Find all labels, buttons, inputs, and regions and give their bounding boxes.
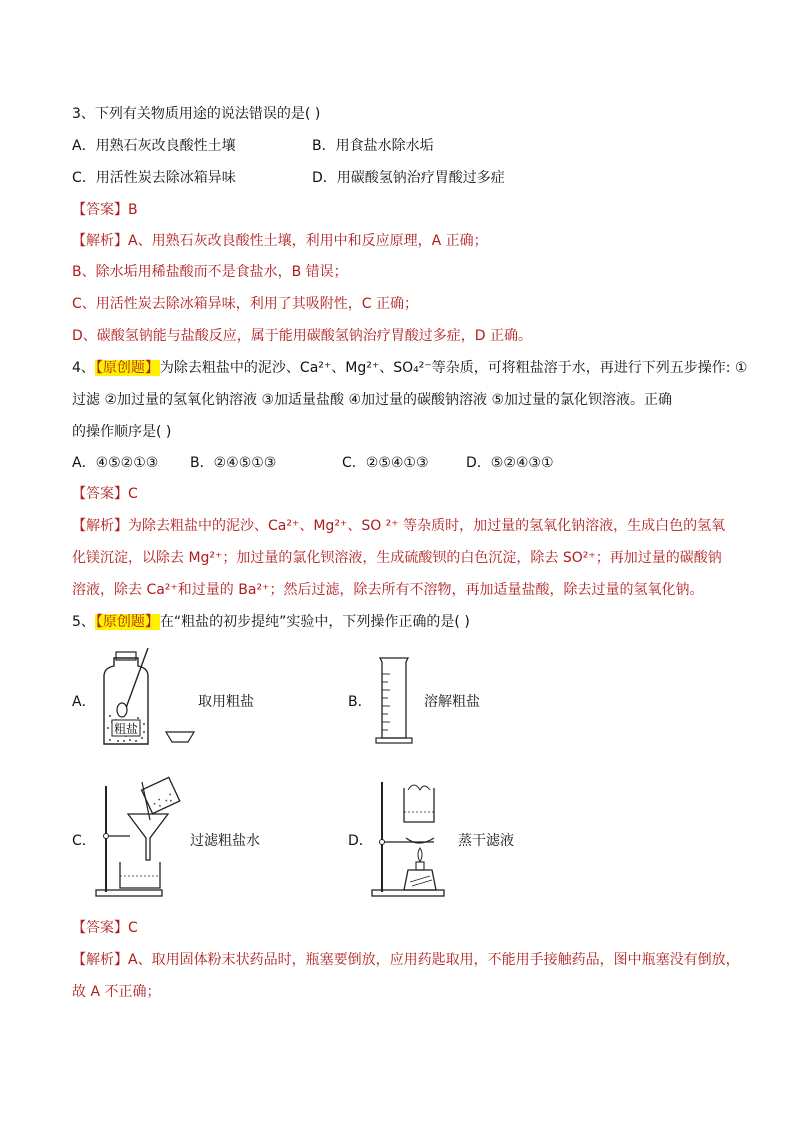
q5-option-a-label: A． <box>72 694 96 710</box>
q4-stem <box>72 358 747 378</box>
q5-option-a-caption: 取用粗盐 <box>198 694 254 710</box>
q4-stem-line3: 的操作顺序是( ) <box>72 424 172 440</box>
q3-analysis-3: C、用活性炭去除冰箱异味，利用了其吸附性，C 正确； <box>72 296 418 312</box>
q5-stem-text: 在“粗盐的初步提纯”实验中，下列操作正确的是( ) <box>159 614 470 630</box>
q5-analysis-2: 故 A 不正确； <box>72 984 161 1000</box>
q4-analysis-2: 化镁沉淀，以除去 Mg²⁺；加过量的氯化钡溶液，生成硫酸钡的白色沉淀，除去 SO²⁺；再加过量的碳酸钠 <box>72 550 722 566</box>
q4-number: 4、 <box>72 360 95 376</box>
q4-option-a: A．④⑤②①③ <box>72 455 159 471</box>
q3-analysis-2: B、除水垢用稀盐酸而不是食盐水，B 错误； <box>72 264 348 280</box>
q3-analysis-1: 【解析】A、用熟石灰改良酸性土壤，利用中和反应原理，A 正确； <box>72 233 488 249</box>
q5-tag-original: 【原创题】 <box>95 614 159 630</box>
q5-option-b-caption: 溶解粗盐 <box>424 694 480 710</box>
q3-analysis-4: D、碳酸氢钠能与盐酸反应，属于能用碳酸氢钠治疗胃酸过多症，D 正确。 <box>72 328 533 344</box>
q3-option-c: C．用活性炭去除冰箱异味 <box>72 170 236 186</box>
salt-jar-figure <box>96 646 200 748</box>
q5-option-d-label: D． <box>348 833 373 849</box>
q5-analysis-1: 【解析】A、取用固体粉末状药品时，瓶塞要倒放，应用药匙取用，不能用手接触药品，图中瓶塞没有倒放， <box>72 952 740 968</box>
jar-label-text: 粗盐 <box>113 722 139 736</box>
q5-number: 5、 <box>72 614 95 630</box>
q5-option-c-label: C． <box>72 833 96 849</box>
q3-answer: 【答案】B <box>72 202 138 218</box>
q4-option-d: D．⑤②④③① <box>466 455 554 471</box>
graduated-cylinder-figure <box>372 654 416 748</box>
q5-option-c-caption: 过滤粗盐水 <box>190 833 260 849</box>
filtration-figure <box>90 776 190 900</box>
q5-option-b-label: B． <box>348 694 372 710</box>
q3-stem: 3、下列有关物质用途的说法错误的是( ) <box>72 106 321 122</box>
q5-answer: 【答案】C <box>72 920 138 936</box>
q4-answer: 【答案】C <box>72 486 138 502</box>
evaporation-figure <box>364 778 454 900</box>
q3-option-b: B．用食盐水除水垢 <box>312 138 434 154</box>
q4-analysis-3: 溶液，除去 Ca²⁺和过量的 Ba²⁺；然后过滤，除去所有不溶物，再加适量盐酸，除去过量的氢氧化钠。 <box>72 582 704 598</box>
q4-option-b: B．②④⑤①③ <box>190 455 277 471</box>
q4-stem-text: 为除去粗盐中的泥沙、Ca²⁺、Mg²⁺、SO₄²⁻等杂质，可将粗盐溶于水，再进行下列五步操作: ① <box>159 360 748 376</box>
q4-option-c: C．②⑤④①③ <box>342 455 429 471</box>
q4-tag-original: 【原创题】 <box>95 360 159 376</box>
q5-option-d-caption: 蒸干滤液 <box>458 833 514 849</box>
q4-stem-line2: 过滤 ②加过量的氢氧化钠溶液 ③加适量盐酸 ④加过量的碳酸钠溶液 ⑤加过量的氯化钡溶液。正确 <box>72 392 673 408</box>
q4-analysis-1: 【解析】为除去粗盐中的泥沙、Ca²⁺、Mg²⁺、SO ²⁺ 等杂质时，加过量的氢氧化钠溶液，生成白色的氢氧 <box>72 518 726 534</box>
q3-option-d: D．用碳酸氢钠治疗胃酸过多症 <box>312 170 505 186</box>
q3-option-a: A．用熟石灰改良酸性土壤 <box>72 138 236 154</box>
q5-stem <box>72 612 470 632</box>
